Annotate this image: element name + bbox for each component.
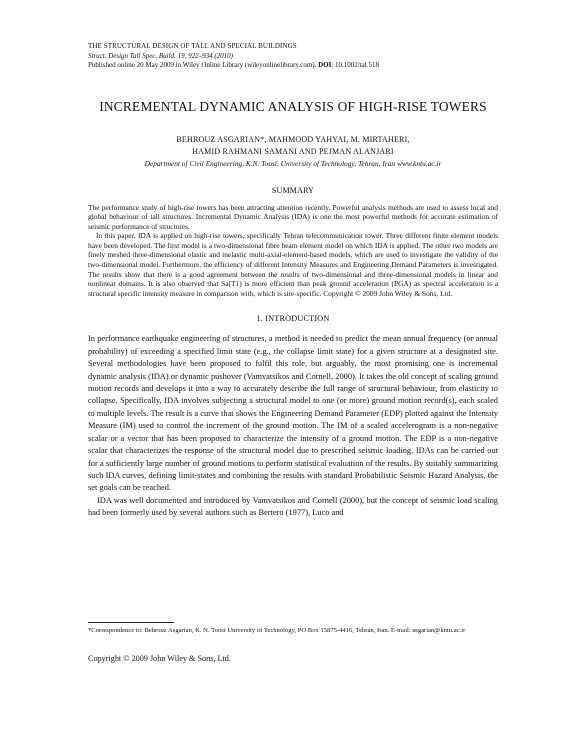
abstract-paragraph-1: The performance study of high-rise towers has been attracting attention recently. Powerful analysis methods are used to assess local and global behaviour of tall structures. Incremental Dynamic Analysis (IDA) is one the most powerful methods for accurate estimation of seismic performance of structures. [88,202,498,231]
doi-value: : 10.1002/tal.518 [331,61,379,69]
introduction-body [88,333,498,519]
summary-heading: SUMMARY [271,185,315,195]
journal-name: THE STRUCTURAL DESIGN OF TALL AND SPECIAL BUILDINGS [88,42,297,50]
intro-paragraph-2: IDA was well documented and introduced by Vamvatsikos and Cornell (2000), but the concept of seismic load scaling had been formerly used by several authors such as Bertero (1977), Luco and [88,495,498,518]
footnote-divider [88,622,174,623]
intro-paragraph-1: In performance earthquake engineering of structures, a method is needed to predict the mean annual frequency (or annual probability) of exceeding a specified limit state (e.g., the collapse limit state) for a given structure at a designated site. Several methodologies have been proposed to fulfil this role, but arguably, the most promising one is incremental dynamic analysis (IDA) or dynamic pushover (Vamvatsikos and Cornell, 2000). It takes the old concept of scaling ground motion records and develops it into a way to accurately describe the full range of structural behaviour, from elasticity to collapse. Specifically, IDA involves subjecting a structural model to one (or more) ground motion record(s), each scaled to multiple levels. The result is a curve that shows the Engineering Demand Parameter (EDP) plotted against the Intensity Measure (IM) used to control the increment of the ground motion. The IM of a scaled accelerogram is a non-negative scalar or a vector that has been proposed to characterize the intensity of a ground motion. The EDP is a non-negative scalar that characterizes the response of the structural model due to prescribed seismic loading. IDAs can be carried out for a sufficiently large number of ground motions to perform statistical evaluation of the results. By suitably summarizing such IDA curves, defining limit-states and combining the results with standard Probabilistic Seismic Hazard Analysis, the set goals can be reached. [88,334,498,493]
journal-header [88,42,498,71]
paper-title: INCREMENTAL DYNAMIC ANALYSIS OF HIGH-RISE TOWERS [99,98,487,114]
abstract [88,203,498,299]
abstract-paragraph-2: In this paper, IDA is applied on high-rise towers, specifically Tehran telecommunication tower. Three different finite element models have been developed. The first model is a two-dimensional fibre beam element model on which IDA is applied. The other two models are finely meshed three-dimensional elastic and inelastic multi-axial-element-based models, which are used to investigate the validity of the two-dimensional model. Furthermore, the efficiency of different Intensity Measures and Engineering Demand Parameters is investigated. The results show that there is a good agreement between the results of two-dimensional and three-dimensional models in linear and nonlinear domains. It is also observed that Sa(T1) is more efficient than peak ground acceleration (PGA) as spectral acceleration is a structural specific intensity measure in comparison with, which is site-specific. Copyright © 2009 John Wiley & Sons, Ltd. [88,231,498,298]
authors-line-1: BEHROUZ ASGARIAN*, MAHMOOD YAHYAI, M. MIRTAHERI, [176,134,410,144]
doi-label: DOI [318,61,332,69]
citation-line: Struct. Design Tall Spec. Build. 19, 922–934 (2010) [88,51,233,60]
paper-page [88,42,498,520]
correspondence-footnote: *Correspondence to: Behrouz Asgarian, K. N. Toosi University of Technology, PO Box 15875-4416, Tehran, Iran. E-mail: asgarian@kntu.ac.ir [88,627,466,634]
published-line [88,61,498,71]
copyright-footer: Copyright © 2009 John Wiley & Sons, Ltd. [88,654,231,663]
authors-line-2: HAMID RAHMANI SAMANI AND PEJMAN ALANJARI [192,146,394,156]
introduction-heading: 1. INTRODUCTION [256,314,330,324]
affiliation: Department of Civil Engineering, K.N. Toosi, University of Technology, Tehran, Iran www.kntu.ac.ir [144,158,442,168]
author-list [88,134,498,158]
published-text: Published online 20 May 2009 in Wiley Online Library (wileyonlinelibrary.com). [88,61,319,69]
